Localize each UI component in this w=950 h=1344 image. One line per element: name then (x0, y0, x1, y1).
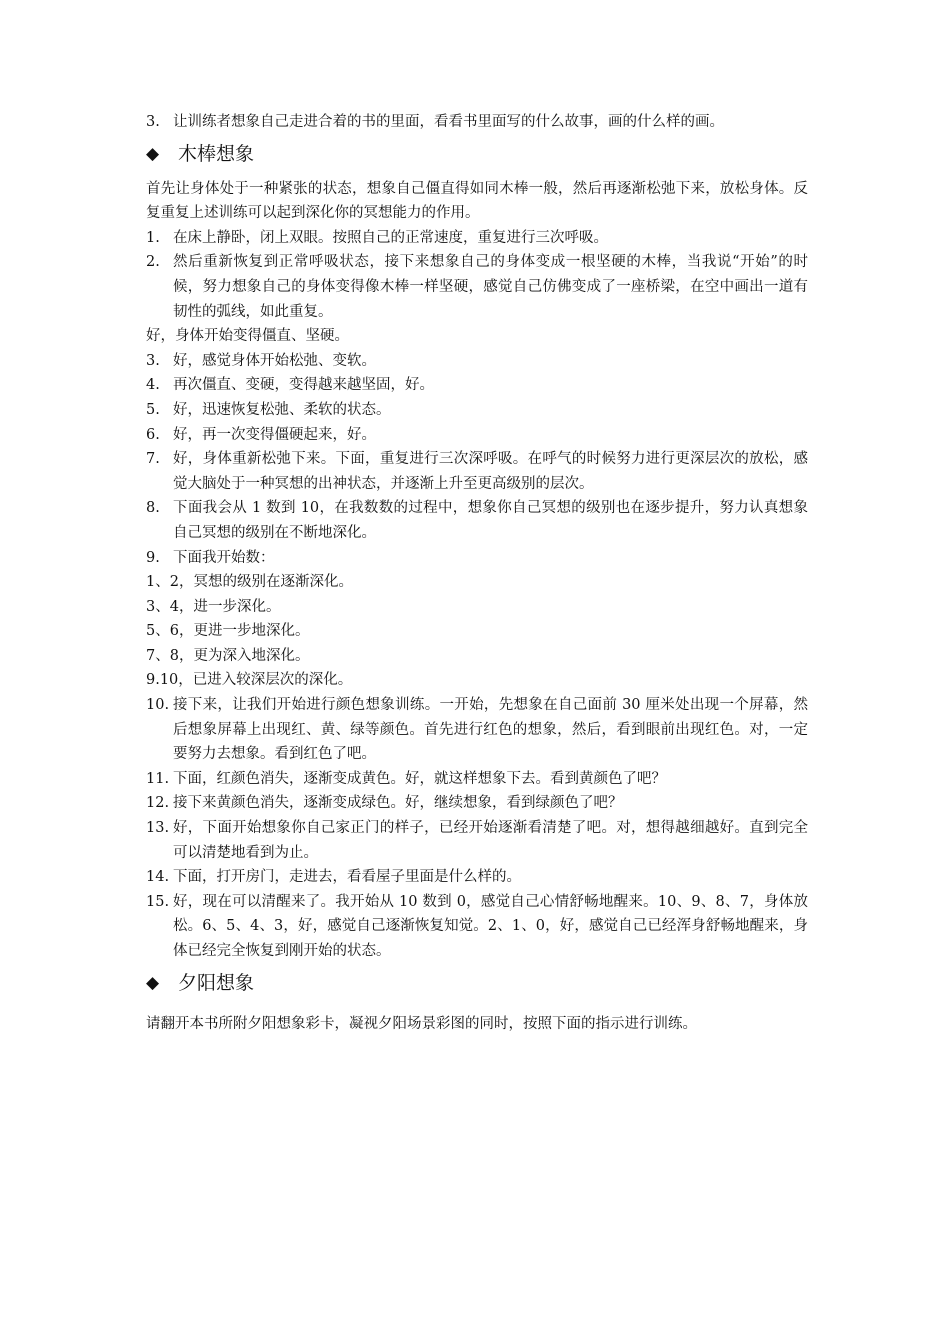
list-text: 好，现在可以清醒来了。我开始从 10 数到 0，感觉自己心情舒畅地醒来。10、9、8、7，身体放松。6、5、4、3，好，感觉自己逐渐恢复知觉。2、1、0，好，感觉自己已经浑身舒畅地醒来，身体已经完全恢复到刚开始的状态。 (173, 893, 808, 959)
list-item (146, 791, 808, 816)
list-text: 再次僵直、变硬，变得越来越坚固，好。 (173, 377, 434, 394)
list-number: 4. (146, 377, 160, 394)
list-number: 3. (146, 114, 160, 130)
list-item (146, 110, 808, 135)
list-number: 9. (146, 549, 160, 566)
section-intro: 请翻开本书所附夕阳想象彩卡，凝视夕阳场景彩图的同时，按照下面的指示进行训练。 (146, 1015, 697, 1032)
section-heading-sunset (146, 964, 808, 1002)
list-item (146, 890, 808, 964)
list-text: 好，感觉身体开始松弛、变软。 (173, 352, 376, 369)
list-group (146, 693, 808, 964)
list-text: 好，身体重新松弛下来。下面，重复进行三次深呼吸。在呼气的时候努力进行更深层次的放松，感觉大脑处于一种冥想的出神状态，并逐渐上升至更高级别的层次。 (173, 451, 808, 492)
list-number: 13. (146, 820, 170, 837)
list-number: 1. (146, 229, 160, 246)
list-text: 接下来，让我们开始进行颜色想象训练。一开始，先想象在自己面前 30 厘米处出现一个屏幕，然后想象屏幕上出现红、黄、绿等颜色。首先进行红色的想象，然后，看到眼前出现红色。对，一定要努力去想象。看到红色了吧。 (173, 697, 808, 763)
list-number: 15. (146, 893, 170, 910)
list-number: 3. (146, 352, 160, 369)
list-group (146, 226, 808, 324)
count-line: 5、6，更进一步地深化。 (146, 623, 310, 640)
list-number: 7. (146, 451, 160, 468)
list-item (146, 767, 808, 792)
list-item (146, 865, 808, 890)
list-text: 然后重新恢复到正常呼吸状态，接下来想象自己的身体变成一根坚硬的木棒，当我说“开始”的时候，努力想象自己的身体变得像木棒一样坚硬，感觉自己仿佛变成了一座桥梁，在空中画出一道有韧性的弧线，如此重复。 (173, 254, 808, 320)
list-number: 5. (146, 401, 160, 418)
section-title: 木棒想象 (178, 142, 255, 165)
list-text: 下面，红颜色消失，逐渐变成黄色。好，就这样想象下去。看到黄颜色了吧？ (173, 770, 666, 787)
diamond-bullet-icon: ◆ (146, 972, 160, 993)
list-number: 12. (146, 795, 170, 812)
list-item (146, 693, 808, 767)
diamond-bullet-icon: ◆ (146, 143, 160, 164)
list-text: 让训练者想象自己走进合着的书的里面，看看书里面写的什么故事，画的什么样的画。 (173, 114, 724, 130)
section-heading-wood-stick (146, 135, 808, 173)
count-line: 1、2，冥想的级别在逐渐深化。 (146, 574, 353, 591)
list-text: 好，再一次变得僵硬起来，好。 (173, 426, 376, 443)
list-number: 10. (146, 697, 170, 714)
list-text: 好，迅速恢复松弛、柔软的状态。 (173, 401, 391, 418)
list-item (146, 373, 808, 398)
list-text: 在床上静卧，闭上双眼。按照自己的正常速度，重复进行三次呼吸。 (173, 229, 608, 246)
section-intro: 首先让身体处于一种紧张的状态，想象自己僵直得如同木棒一般，然后再逐渐松弛下来，放松身体。反复重复上述训练可以起到深化你的冥想能力的作用。 (146, 180, 808, 222)
count-line: 7、8，更为深入地深化。 (146, 647, 310, 664)
list-text: 好，下面开始想象你自己家正门的样子，已经开始逐渐看清楚了吧。对，想得越细越好。直到完全可以清楚地看到为止。 (173, 820, 808, 861)
plain-line: 好，身体开始变得僵直、坚硬。 (146, 328, 349, 345)
count-lines (146, 570, 808, 693)
list-item (146, 546, 808, 571)
list-group (146, 349, 808, 570)
list-text: 下面，打开房门，走进去，看看屋子里面是什么样的。 (173, 869, 521, 886)
list-text: 接下来黄颜色消失，逐渐变成绿色。好，继续想象，看到绿颜色了吧？ (173, 795, 623, 812)
list-item (146, 398, 808, 423)
list-item (146, 496, 808, 545)
list-item (146, 447, 808, 496)
section-title: 夕阳想象 (178, 971, 255, 994)
document-page (146, 110, 808, 1036)
list-number: 8. (146, 500, 160, 517)
list-number: 14. (146, 869, 170, 886)
list-item (146, 226, 808, 251)
count-line: 3、4，进一步深化。 (146, 598, 281, 615)
list-number: 6. (146, 426, 160, 443)
list-item (146, 250, 808, 324)
list-number: 2. (146, 254, 160, 271)
list-text: 下面我开始数： (173, 549, 275, 566)
count-line: 9.10，已进入较深层次的深化。 (146, 672, 353, 689)
list-item (146, 349, 808, 374)
list-number: 11. (146, 770, 170, 787)
list-item (146, 816, 808, 865)
list-item (146, 423, 808, 448)
list-text: 下面我会从 1 数到 10，在我数数的过程中，想象你自己冥想的级别也在逐步提升，努力认真想象自己冥想的级别在不断地深化。 (173, 500, 808, 541)
